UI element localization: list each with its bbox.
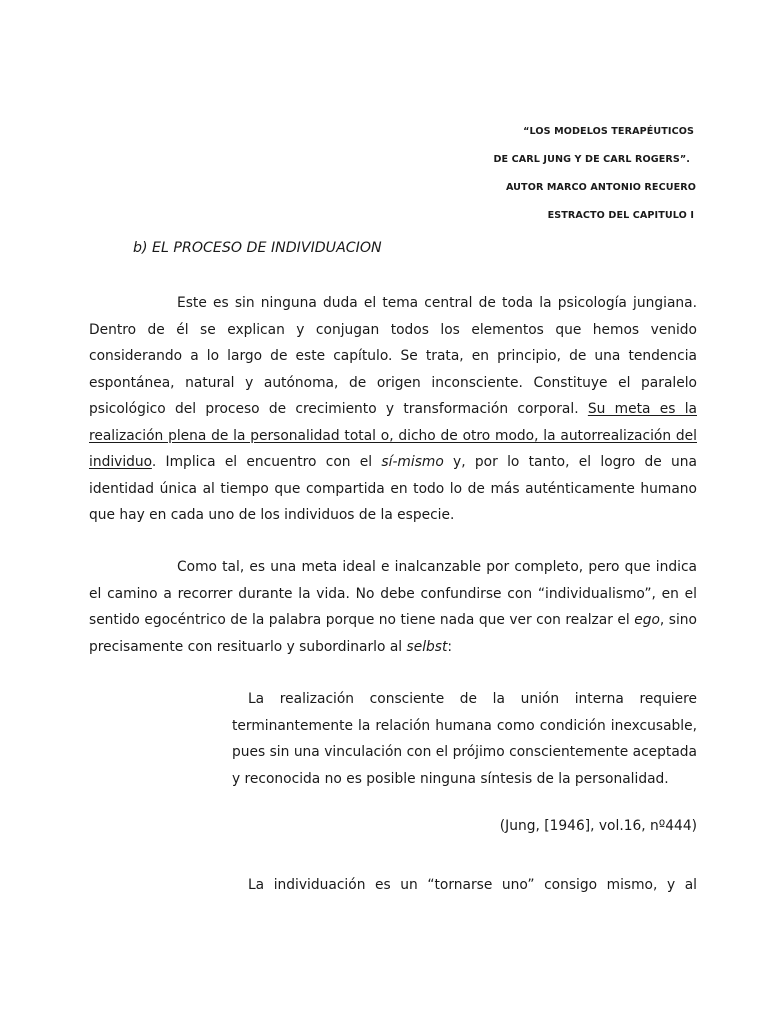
paragraph-2-text-b: , sino precisamente con resituarlo y subordinarlo al (89, 612, 697, 655)
paragraph-2-text-c: : (447, 638, 453, 655)
paragraph-1-text-c: y, por lo tanto, el logro de una identidad única al tiempo que compartida en todo lo de más auténticamente humano que hay en cada uno de los individuos de la especie. (89, 454, 697, 523)
header-line-title: “LOS MODELOS TERAPÉUTICOS (523, 126, 694, 137)
header-line-author: AUTOR MARCO ANTONIO RECUERO (505, 182, 696, 193)
header-line-chapter: ESTRACTO DEL CAPITULO I (547, 210, 694, 221)
paragraph-1-italic: sí-mismo (381, 454, 444, 470)
quote-citation: (Jung, [1946], vol.16, nº444) (499, 818, 697, 834)
paragraph-2-text-a: Como tal, es una meta ideal e inalcanzable por completo, pero que indica el camino a recorrer durante la vida. No debe confundirse con “individualismo”, en el sentido egocéntrico de la palabra porque no tiene nada que ver con realzar el (89, 559, 697, 628)
document-header (493, 118, 696, 230)
block-quote (232, 686, 697, 792)
paragraph-2-italic-selbst: selbst (406, 638, 448, 655)
paragraph-1-text-a: Este es sin ninguna duda el tema central de toda la psicología jungiana. Dentro de él se explican y conjugan todos los elementos que hemos venido considerando a lo largo de este capítulo. Se trata, en principio, de una tendencia espontánea, natural y autónoma, de origen inconsciente. Constituye el paralelo psicológico del proceso de crecimiento y transformación corporal. (89, 295, 697, 417)
header-line-subtitle: DE CARL JUNG Y DE CARL ROGERS”. (493, 154, 690, 165)
paragraph-2 (89, 554, 697, 660)
block-quote-text: La realización consciente de la unión interna requiere terminantemente la relación humana como condición inexcusable, pues sin una vinculación con el prójimo conscientemente aceptada y reconocida no es posible ninguna síntesis de la personalidad. (232, 691, 697, 787)
paragraph-2-italic-ego: ego (634, 612, 660, 628)
paragraph-1 (89, 290, 697, 529)
paragraph-3 (232, 872, 697, 899)
paragraph-1-text-b: . Implica el encuentro con el (151, 454, 382, 470)
section-title: b) EL PROCESO DE INDIVIDUACION (133, 240, 382, 256)
paragraph-1-underlined: Su meta es la realización plena de la personalidad total o, dicho de otro modo, la autorrealización del individuo (89, 401, 697, 470)
paragraph-3-text: La individuación es un “tornarse uno” consigo mismo, y al (248, 877, 697, 893)
